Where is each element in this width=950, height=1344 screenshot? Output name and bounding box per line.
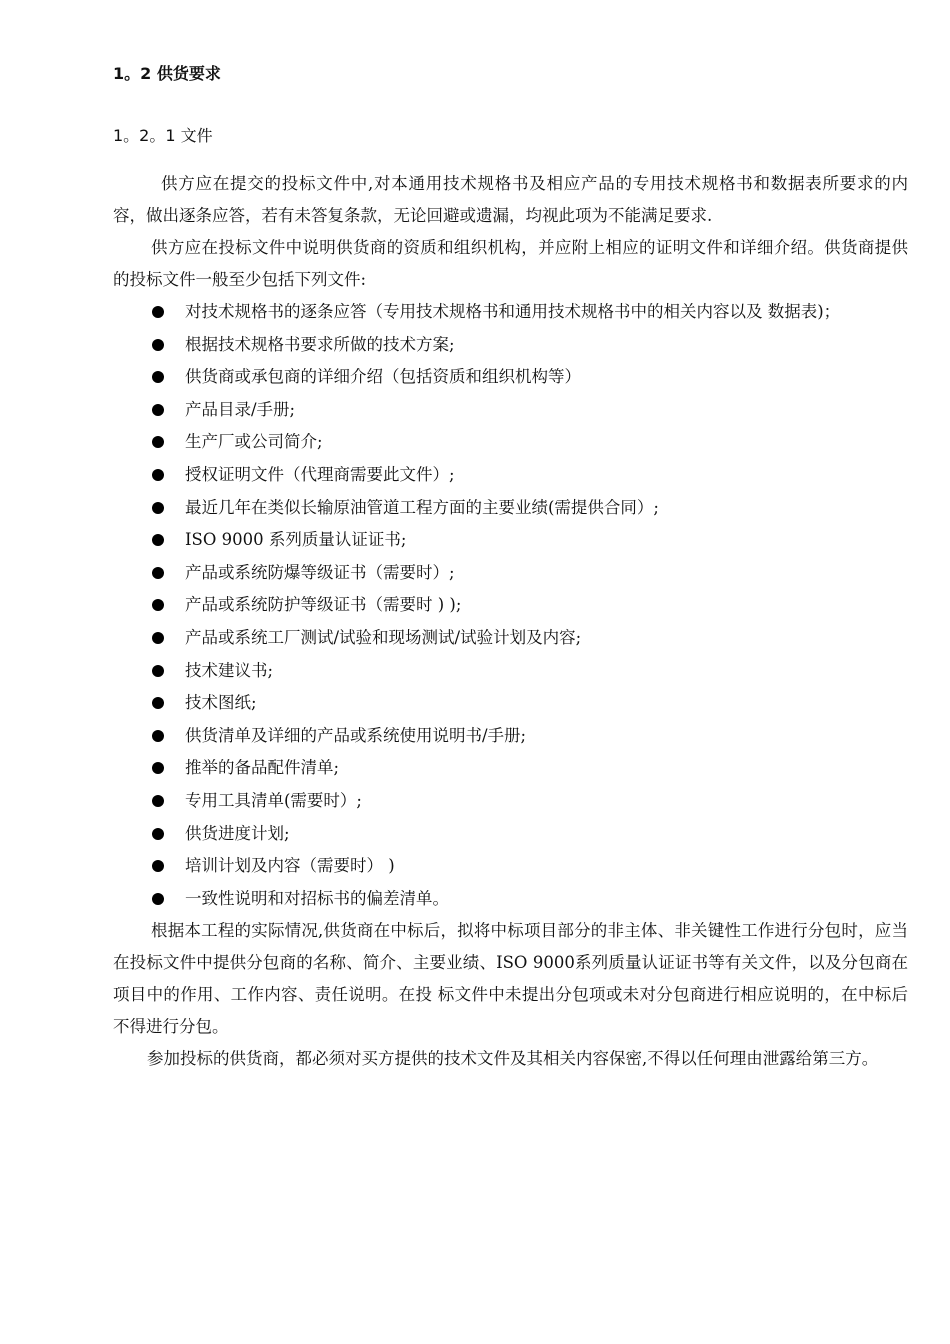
bullet-icon <box>152 404 164 416</box>
list-item: 最近几年在类似长输原油管道工程方面的主要业绩(需提供合同）; <box>113 492 908 525</box>
bullet-icon <box>152 469 164 481</box>
paragraph-supplier-qualification: 供方应在投标文件中说明供货商的资质和组织机构，并应附上相应的证明文件和详细介绍。供货商提供的投标文件一般至少包括下列文件: <box>113 238 908 289</box>
bullet-icon <box>152 730 164 742</box>
bullet-icon <box>152 665 164 677</box>
bullet-icon <box>152 762 164 774</box>
bullet-icon <box>152 828 164 840</box>
list-item: 一致性说明和对招标书的偏差清单。 <box>113 883 908 916</box>
list-item: 产品或系统工厂测试/试验和现场测试/试验计划及内容; <box>113 622 908 655</box>
section-heading: 1。2 供货要求 <box>113 64 221 83</box>
list-item: 供货商或承包商的详细介绍（包括资质和组织机构等） <box>113 361 908 394</box>
list-item: 供货清单及详细的产品或系统使用说明书/手册; <box>113 720 908 753</box>
bullet-icon <box>152 567 164 579</box>
bullet-icon <box>152 697 164 709</box>
bullet-icon <box>152 599 164 611</box>
subsection-heading: 1。2。1 文件 <box>113 126 213 145</box>
bullet-icon <box>152 860 164 872</box>
bullet-icon <box>152 436 164 448</box>
list-item: 供货进度计划; <box>113 818 908 851</box>
bullet-icon <box>152 371 164 383</box>
document-page <box>113 60 908 1075</box>
list-item: 产品或系统防爆等级证书（需要时）; <box>113 557 908 590</box>
bullet-icon <box>152 893 164 905</box>
paragraph-confidentiality: 参加投标的供货商，都必须对买方提供的技术文件及其相关内容保密,不得以任何理由泄露给第三方。 <box>147 1049 879 1069</box>
list-item: 专用工具清单(需要时）; <box>113 785 908 818</box>
bullet-icon <box>152 502 164 514</box>
bullet-icon <box>152 339 164 351</box>
list-item: 生产厂或公司简介; <box>113 426 908 459</box>
required-documents-list <box>113 296 908 915</box>
list-item: 授权证明文件（代理商需要此文件）; <box>113 459 908 492</box>
bullet-icon <box>152 795 164 807</box>
paragraph-subcontracting: 根据本工程的实际情况,供货商在中标后，拟将中标项目部分的非主体、非关键性工作进行分包时，应当在投标文件中提供分包商的名称、简介、主要业绩、ISO 9000系列质量认证证书等有关文件，以及分包商在项目中的作用、工作内容、责任说明。在投 标文件中未提出分包项或未对分包商进行相应说明的，在中标后不得进行分包。 <box>113 921 908 1037</box>
bullet-icon <box>152 306 164 318</box>
list-item: 产品或系统防护等级证书（需要时 ) ); <box>113 589 908 622</box>
list-item: 技术建议书; <box>113 655 908 688</box>
list-item: 技术图纸; <box>113 687 908 720</box>
list-item: 产品目录/手册; <box>113 394 908 427</box>
list-item: 对技术规格书的逐条应答（专用技术规格书和通用技术规格书中的相关内容以及 数据表)； <box>113 296 908 329</box>
list-item: 推举的备品配件清单; <box>113 752 908 785</box>
bullet-icon <box>152 632 164 644</box>
list-item: ISO 9000 系列质量认证证书; <box>113 524 908 557</box>
list-item: 培训计划及内容（需要时） ) <box>113 850 908 883</box>
list-item: 根据技术规格书要求所做的技术方案; <box>113 329 908 362</box>
paragraph-response-requirement: 供方应在提交的投标文件中,对本通用技术规格书及相应产品的专用技术规格书和数据表所要求的内容，做出逐条应答，若有未答复条款，无论回避或遗漏，均视此项为不能满足要求. <box>113 174 908 225</box>
bullet-icon <box>152 534 164 546</box>
